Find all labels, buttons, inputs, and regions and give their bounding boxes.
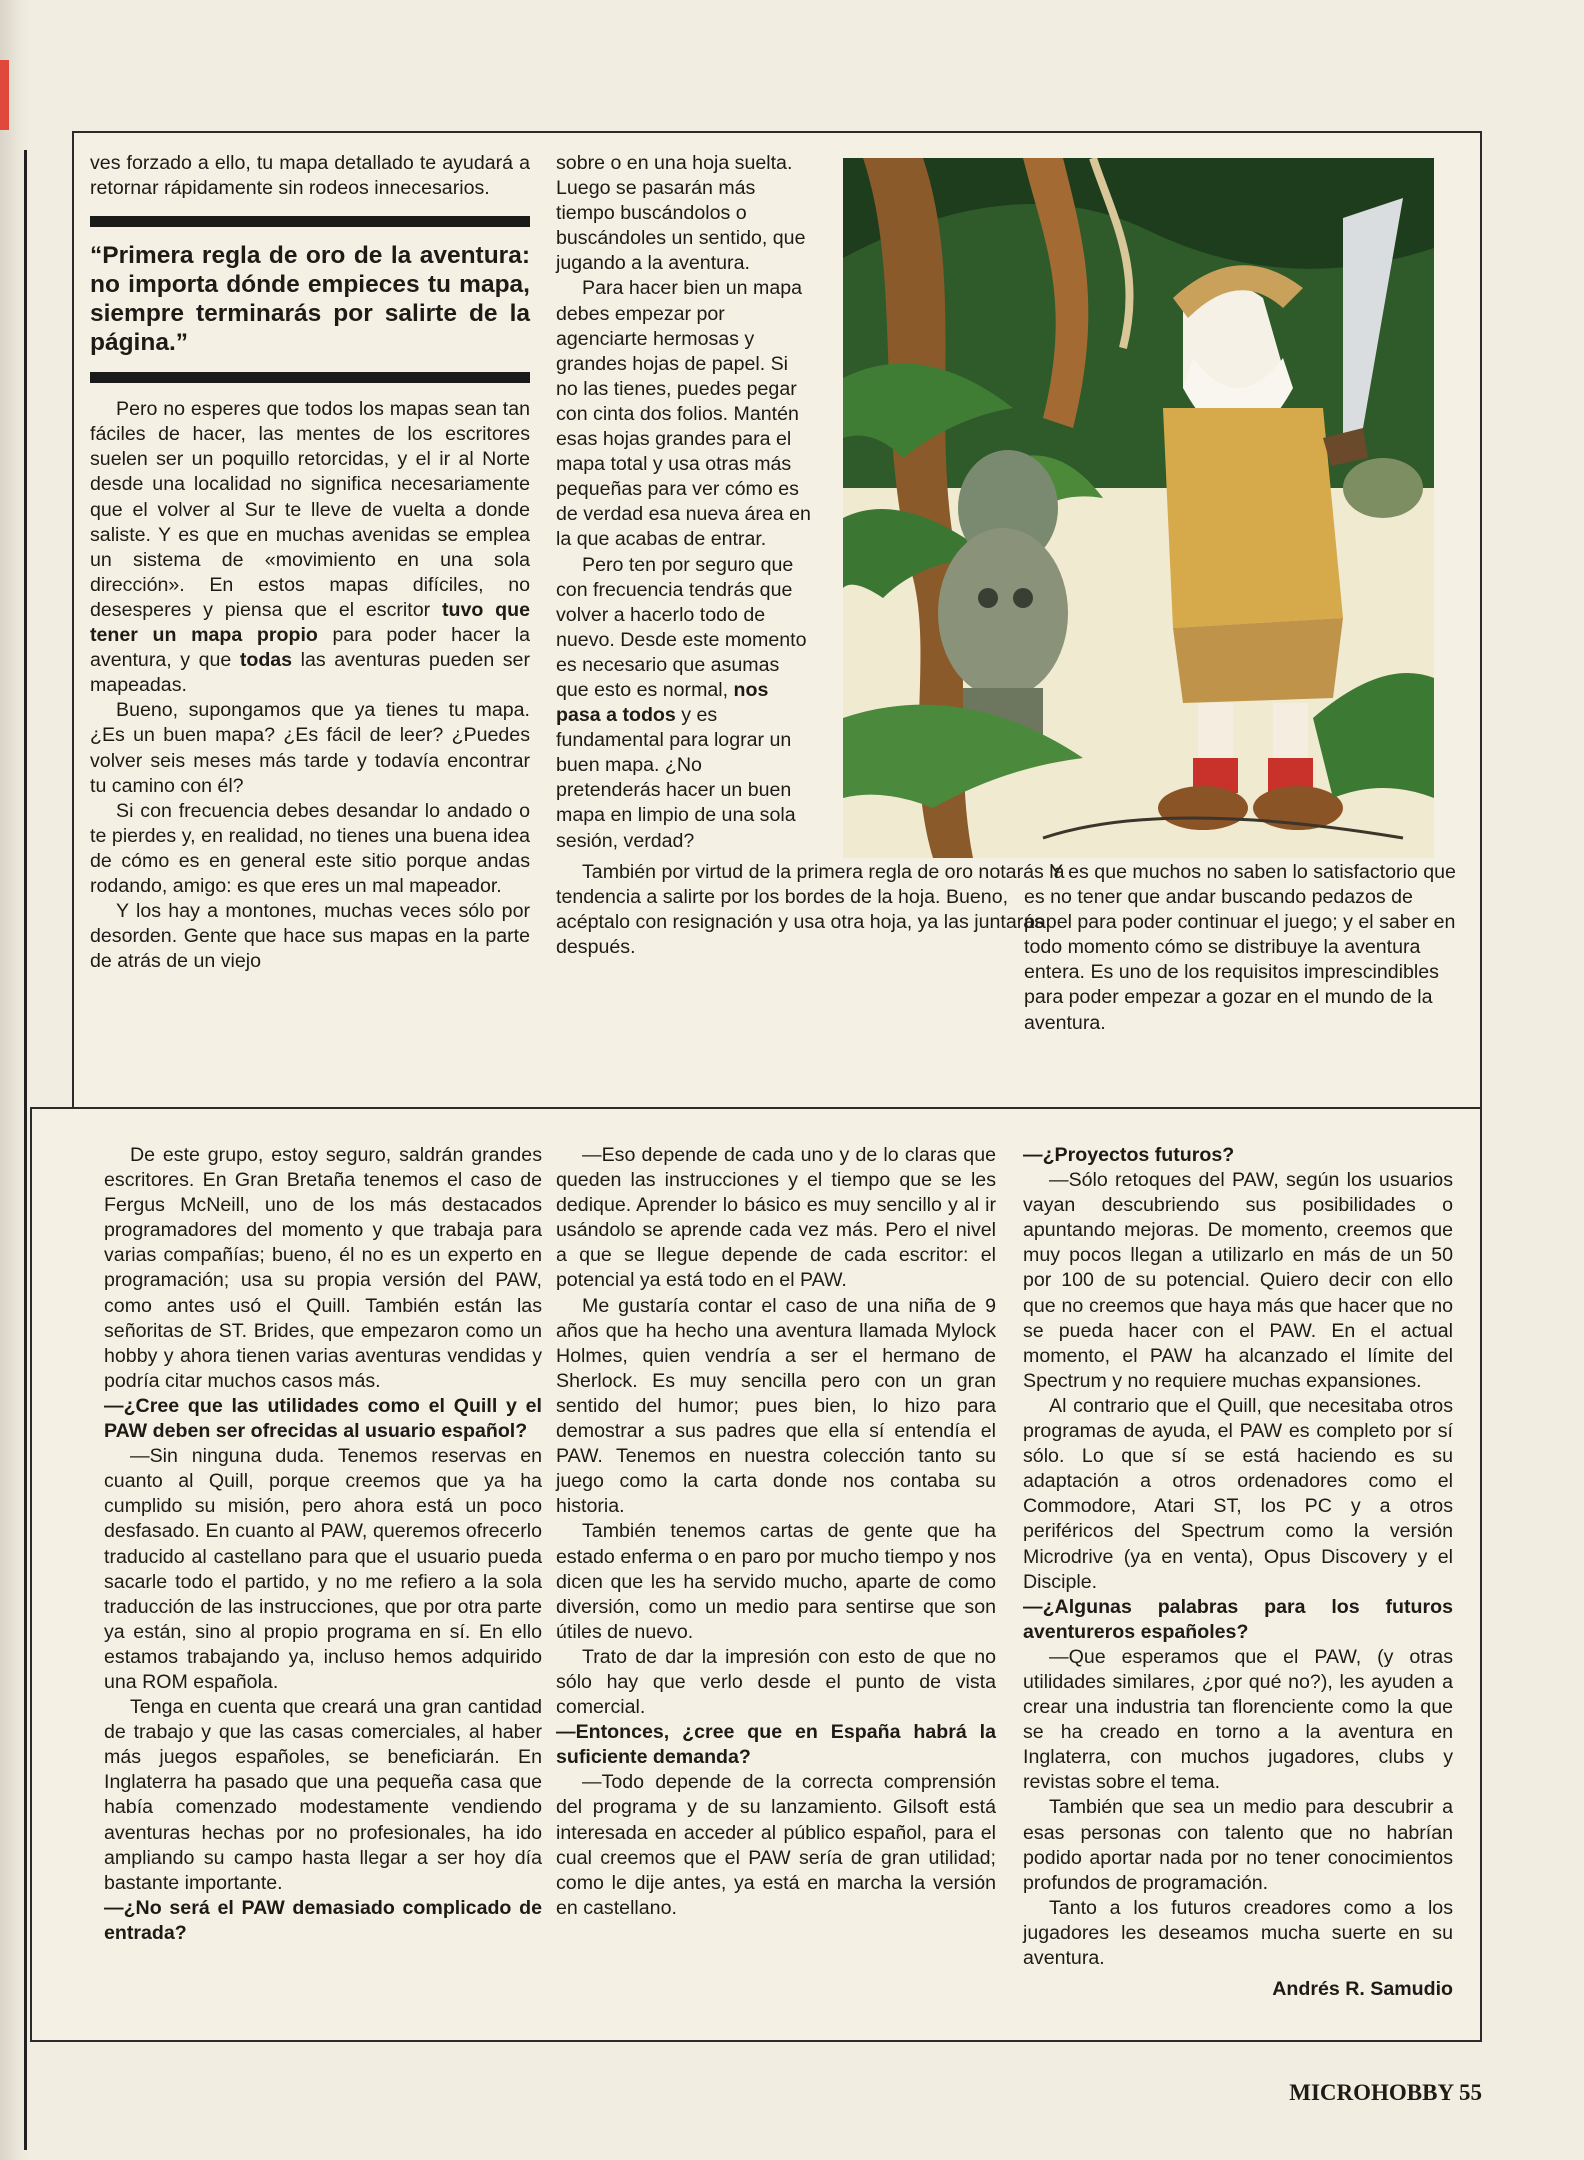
bottom-col2-question-1: —Entonces, ¿cree que en España habrá la suficiente demanda? [556,1721,996,1769]
illustration-svg [843,158,1434,858]
magazine-name: MICROHOBBY [1289,2080,1454,2105]
bottom-col1-paragraph-3: Tenga en cuenta que creará una gran cantidad de trabajo y que las casas comerciales, al haber más juegos españoles, se beneficiarán. En Inglaterra ha pasado que una pequeña casa que había comenzado modestamente vendiendo aventuras hechas por no profesionales, ha ido ampliando su campo hasta llegar a ser hoy día bastante importante. [104,1696,542,1894]
top-col2-paragraph-4: También por virtud de la primera regla de oro notarás la tendencia a salirte por los bordes de la hoja. Bueno, acéptalo con resignación y usa otra hoja, ya las juntarás después. [556,861,1065,959]
top-col2-paragraph-3: Pero ten por seguro que con frecuencia tendrás que volver a hacerlo todo de nuevo. Desde este momento es necesario que asumas que esto es normal, nos pasa a todos y es fundamental para lograr un buen mapa. ¿No pretenderás hacer un buen mapa en limpio de una sola sesión, verdad? [556,553,807,852]
top-col3-paragraph-1: Y es que muchos no saben lo satisfactorio que es no tener que andar buscando pedazos de papel para poder continuar el juego; y el saber en todo momento cómo se distribuye la aventura entera. Es uno de los requisitos imprescindibles para poder empezar a gozar en el mundo de la aventura. [1024,861,1456,1034]
bottom-column-1 [104,1143,542,1946]
bottom-col3-paragraph-3: —Que esperamos que el PAW, (y otras utilidades similares, ¿por qué no?), les ayuden a crear una industria tan florenciente como la que se ha creado en torno a la aventura en Inglaterra, con muchos jugadores, clubs y revistas sobre el tema. [1023,1645,1453,1794]
top-col2-paragraph-1: sobre o en una hoja suelta. Luego se pasarán más tiempo buscándolos o buscándoles un sentido, que jugando a la aventura. [556,152,806,275]
bottom-col2-paragraph-4: Trato de dar la impresión con esto de que no sólo hay que verlo desde el punto de vista comercial. [556,1645,996,1719]
bottom-col1-paragraph-1: De este grupo, estoy seguro, saldrán grandes escritores. En Gran Bretaña tenemos el caso de Fergus McNeill, uno de los más destacados programadores del momento y que trabaja para varias compañías; bueno, él no es un experto en programación; usa su propia versión del PAW, como antes usó el Quill. También están las señoritas de ST. Brides, que empezaron como un hobby y ahora tienen varias aventuras vendidas y podría citar muchos casos más. [104,1144,542,1392]
top-col1-intro: ves forzado a ello, tu mapa detallado te ayudará a retornar rápidamente sin rodeos innecesarios. [90,152,530,200]
bottom-col1-question-1: —¿Cree que las utilidades como el Quill y el PAW deben ser ofrecidas al usuario español? [104,1394,542,1443]
bottom-col3-question-2: —¿Algunas palabras para los futuros aventureros españoles? [1023,1595,1453,1643]
bottom-col2-paragraph-5: —Todo depende de la correcta comprensión del programa y de su lanzamiento. Gilsoft está interesada en acceder al público español, para el cual creemos que el PAW sería de gran utilidad; como le dije antes, ya está en marcha la versión en castellano. [556,1771,996,1919]
author-signature: Andrés R. Samudio [1272,1978,1453,2001]
top-column-3 [1024,860,1464,1036]
bottom-col3-paragraph-5: Tanto a los futuros creadores como a los jugadores les deseamos mucha suerte en su aventura. [1023,1896,1453,1969]
top-col1-paragraph-3: Si con frecuencia debes desandar lo andado o te pierdes y, en realidad, no tienes una buena idea de cómo es en general este sitio porque andas rodando, amigo: es que eres un mal mapeador. [90,799,530,897]
bottom-col2-paragraph-3: También tenemos cartas de gente que ha estado enferma o en paro por mucho tiempo y nos dicen que les ha servido mucho, aparte de como diversión, como un medio para sentirse que son útiles de nuevo. [556,1520,996,1643]
bottom-col2-paragraph-1: —Eso depende de cada uno y de lo claras que queden las instrucciones y el tiempo que se les dedique. Aprender lo básico es muy sencillo y al ir usándolo se aprende cada vez más. Pero el nivel a que se llegue depende de cada escritor: el potencial ya está todo en el PAW. [556,1144,996,1292]
binding-line [24,150,27,2150]
page-binding-edge [0,0,30,2160]
red-edge-mark [0,60,9,130]
bottom-col1-question-2: —¿No será el PAW demasiado complicado de entrada? [104,1896,542,1944]
bottom-col2-paragraph-2: Me gustaría contar el caso de una niña de 9 años que ha hecho una aventura llamada Mylock Holmes, quien vendría a ser el hermano de Sherlock. Es muy sencilla pero con un gran sentido del humor; pues bien, lo hizo para demostrar a sus padres que ella sí entendía el PAW. Tenemos en nuestra colección tanto su juego como la carta donde nos contaba su historia. [556,1294,996,1518]
top-col1-paragraph-4: Y los hay a montones, muchas veces sólo por desorden. Gente que hace sus mapas en la parte de atrás de un viejo [90,900,530,973]
jungle-explorer-illustration [843,158,1434,858]
top-col1-paragraph-2: Bueno, supongamos que ya tienes tu mapa. ¿Es un buen mapa? ¿Es fácil de leer? ¿Puedes volver seis meses más tarde y todavía encontrar tu camino con él? [90,699,530,797]
bottom-column-2 [556,1143,996,1921]
bottom-col3-paragraph-2: Al contrario que el Quill, que necesitaba otros programas de ayuda, el PAW es completo por sí sólo. Lo que sí se está haciendo es su adaptación a otros ordenadores como el Commodore, Atari ST, los PC y a otros periféricos del Spectrum como la versión Microdrive (ya en venta), Opus Discovery y el Disciple. [1023,1394,1453,1593]
bottom-article-box [30,1107,1482,2042]
bottom-col1-paragraph-2: —Sin ninguna duda. Tenemos reservas en cuanto al Quill, porque creemos que ya ha cumplido su misión, pero ahora está un poco desfasado. En cuanto al PAW, queremos ofrecerlo traducido al castellano para que el usuario pueda sacarle todo el partido, y no me refiero a la sola traducción de las instrucciones, que por otra parte ya están, sino al propio programa en sí. En ello estamos trabajando ya, incluso hemos adquirido una ROM española. [104,1445,542,1693]
page-number: 55 [1459,2080,1482,2105]
pullquote-rule-bottom [90,372,530,383]
top-col1-paragraph-1: Pero no esperes que todos los mapas sean tan fáciles de hacer, las mentes de los escritores suelen ser un poquillo retorcidas, y el ir al Norte desde una localidad no significa necesariamente que el volver al Sur te lleve de vuelta a donde saliste. Y es que en muchas avenidas se emplea un sistema de «movimiento en una sola dirección». En estos mapas difíciles, no desesperes y piensa que el escritor tuvo que tener un mapa propio para poder hacer la aventura, y que todas las aventuras pueden ser mapeadas. [90,398,530,697]
bottom-col3-paragraph-1: —Sólo retoques del PAW, según los usuarios vayan descubriendo sus posibilidades o apuntando mejoras. De momento, creemos que muy pocos llegan a utilizarlo en más de un 50 por 100 de su potencial. Quiero decir con ello que no creemos que haya más que hacer que no se pueda hacer con el PAW. En el actual momento, el PAW ha alcanzado el límite del Spectrum y no requiere muchas expansiones. [1023,1169,1453,1392]
bottom-col3-paragraph-4: También que sea un medio para descubrir a esas personas con talento que no habrían podido aportar nada por no tener conocimientos profundos de programación. [1023,1796,1453,1894]
bottom-column-3 [1023,1143,1453,2002]
top-col2-paragraph-2: Para hacer bien un mapa debes empezar por agenciarte hermosas y grandes hojas de papel. Si no las tienes, puedes pegar con cinta dos folios. Mantén esas hojas grandes para el mapa total y usa otras más pequeñas para ver cómo es de verdad esa nueva área en la que acabas de entrar. [556,277,811,551]
pullquote-rule-top [90,216,530,227]
top-column-2-narrow [556,151,811,854]
top-column-2-wide [556,860,1076,960]
top-column-1 [90,151,530,974]
page-footer [1260,2080,1482,2106]
pullquote: “Primera regla de oro de la aventura: no importa dónde empieces tu mapa, siempre terminarás por salirte de la página.” [90,242,530,357]
bottom-col3-question-1: —¿Proyectos futuros? [1023,1144,1235,1166]
